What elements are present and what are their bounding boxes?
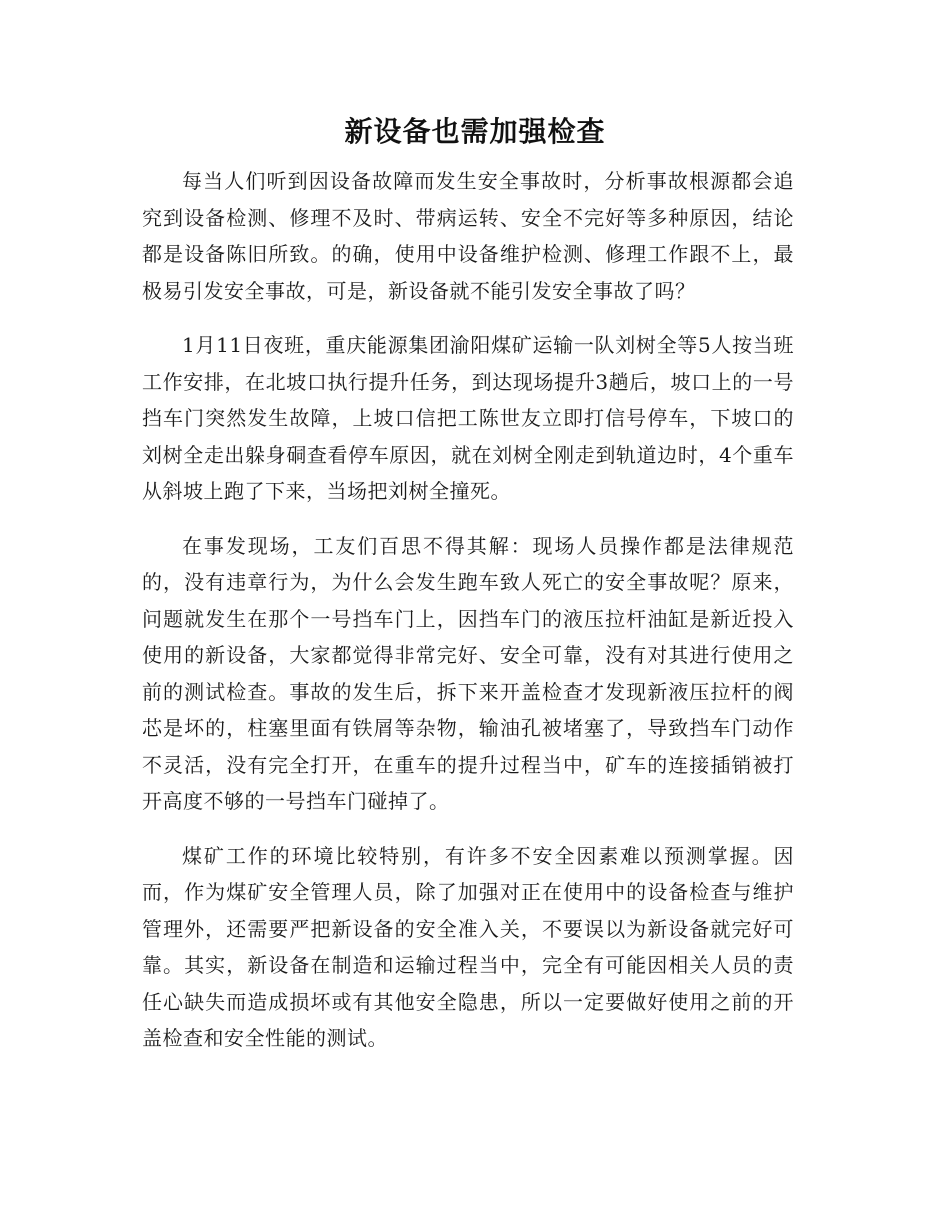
document-body [142, 163, 794, 1075]
paragraph-2: 1月11日夜班，重庆能源集团渝阳煤矿运输一队刘树全等5人按当班工作安排，在北坡口执行提升任务，到达现场提升3趟后，坡口上的一号挡车门突然发生故障，上坡口信把工陈世友立即打信号停车，下坡口的刘树全走出躲身硐查看停车原因，就在刘树全刚走到轨道边时，4个重车从斜坡上跑了下来，当场把刘树全撞死。 [142, 333, 794, 503]
paragraph-4: 煤矿工作的环境比较特别，有许多不安全因素难以预测掌握。因而，作为煤矿安全管理人员，除了加强对正在使用中的设备检查与维护管理外，还需要严把新设备的安全准入关，不要误以为新设备就完好可靠。其实，新设备在制造和运输过程当中，完全有可能因相关人员的责任心缺失而造成损坏或有其他安全隐患，所以一定要做好使用之前的开盖检查和安全性能的测试。 [142, 843, 794, 1050]
document-title: 新设备也需加强检查 [344, 115, 606, 148]
paragraph-1: 每当人们听到因设备故障而发生安全事故时，分析事故根源都会追究到设备检测、修理不及时、带病运转、安全不完好等多种原因，结论都是设备陈旧所致。的确，使用中设备维护检测、修理工作跟不上，最极易引发安全事故，可是，新设备就不能引发安全事故了吗？ [142, 169, 794, 303]
paragraph-3: 在事发现场，工友们百思不得其解：现场人员操作都是法律规范的，没有违章行为，为什么会发生跑车致人死亡的安全事故呢？原来，问题就发生在那个一号挡车门上，因挡车门的液压拉杆油缸是新近投入使用的新设备，大家都觉得非常完好、安全可靠，没有对其进行使用之前的测试检查。事故的发生后，拆下来开盖检查才发现新液压拉杆的阀芯是坏的，柱塞里面有铁屑等杂物，输油孔被堵塞了，导致挡车门动作不灵活，没有完全打开，在重车的提升过程当中，矿车的连接插销被打开高度不够的一号挡车门碰掉了。 [142, 533, 794, 813]
